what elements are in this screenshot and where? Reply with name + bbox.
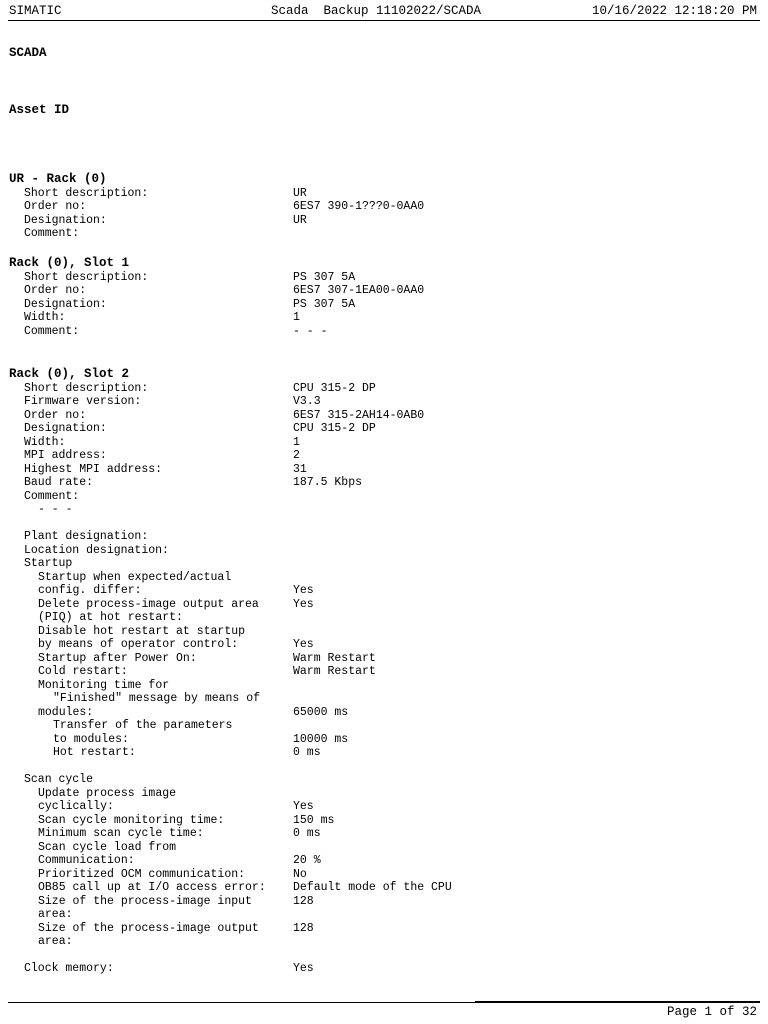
clock-memory-value: Yes: [293, 962, 314, 975]
scan-cycle-label: Update process image: [38, 786, 177, 800]
clock-memory-label: Clock memory:: [24, 962, 114, 975]
slot2-row-value: 1: [293, 435, 300, 449]
scan-cycle-label: area:: [38, 908, 73, 921]
rack-title: UR - Rack (0): [9, 172, 107, 186]
startup-value: 65000 ms: [293, 705, 349, 719]
startup-label: Monitoring time for: [38, 678, 170, 692]
scan-cycle-label: Minimum scan cycle time:: [38, 827, 204, 840]
slot2-row-value: 6ES7 315-2AH14-0AB0: [293, 408, 425, 422]
startup-heading: Startup: [24, 557, 73, 570]
startup-value: Warm Restart: [293, 651, 376, 665]
startup-label: Cold restart:: [38, 665, 128, 678]
rack-row-label: Short description:: [24, 186, 149, 200]
asset-id-label: Asset ID: [9, 103, 70, 117]
slot1-row: [9, 271, 761, 285]
slot2-row: [9, 490, 761, 504]
startup-label: Disable hot restart at startup: [38, 624, 246, 638]
scan-cycle-row: [9, 800, 761, 814]
scan-cycle-heading: Scan cycle: [24, 773, 94, 786]
header-divider: [8, 20, 760, 21]
scan-cycle-label: Communication:: [38, 854, 135, 867]
rack-row-value: UR: [293, 213, 307, 227]
startup-row: [9, 679, 761, 693]
slot2-row-value: 31: [293, 462, 307, 476]
slot2-row-label: Baud rate:: [24, 476, 94, 489]
slot1-row-value: - - -: [293, 324, 328, 338]
rack-section: [9, 173, 761, 241]
slot1-row-value: PS 307 5A: [293, 297, 356, 311]
scan-cycle-row: [9, 922, 761, 936]
rack-row: [9, 214, 761, 228]
slot1-row-value: PS 307 5A: [293, 270, 356, 284]
scan-cycle-row: [9, 787, 761, 801]
slot2-comment-row: [9, 503, 761, 517]
scan-cycle-row: [9, 854, 761, 868]
startup-row: [9, 706, 761, 720]
station-title: SCADA: [9, 46, 47, 60]
scan-cycle-row: [9, 827, 761, 841]
startup-row: [9, 598, 761, 612]
startup-label: (PIQ) at hot restart:: [38, 611, 183, 624]
rack-row-label: Order no:: [24, 200, 87, 213]
startup-row: [9, 733, 761, 747]
header-project-path: Scada Backup 11102022/SCADA: [271, 4, 482, 18]
startup-value: 10000 ms: [293, 732, 349, 746]
rack-row: [9, 187, 761, 201]
slot2-row-value: CPU 315-2 DP: [293, 381, 376, 395]
startup-value: Yes: [293, 584, 314, 597]
startup-value: Yes: [293, 638, 314, 651]
startup-row: [9, 611, 761, 625]
startup-label: "Finished" message by means of: [53, 692, 261, 705]
scan-cycle-row: [9, 908, 761, 922]
slot2-row-value: V3.3: [293, 395, 321, 408]
slot1-row-label: Order no:: [24, 284, 87, 297]
rack-row-value: UR: [293, 186, 307, 200]
rack-row: [9, 227, 761, 241]
slot1-section: [9, 257, 761, 338]
header-timestamp: 10/16/2022 12:18:20 PM: [591, 4, 757, 18]
slot2-row-label: Firmware version:: [24, 395, 142, 408]
startup-label: Startup after Power On:: [38, 651, 197, 665]
slot2-title: Rack (0), Slot 2: [9, 367, 130, 381]
scan-cycle-label: cyclically:: [38, 800, 114, 813]
scan-cycle-value: No: [293, 867, 307, 881]
slot1-row: [9, 311, 761, 325]
slot2-row-value: CPU 315-2 DP: [293, 422, 376, 435]
slot2-row: [9, 476, 761, 490]
slot2-row: [9, 382, 761, 396]
startup-label: by means of operator control:: [38, 638, 239, 651]
page-number: Page 1 of 32: [666, 1005, 757, 1019]
slot2-comment-value: - - -: [38, 503, 73, 516]
scan-cycle-row: [9, 935, 761, 949]
plant-designation-row: [9, 530, 761, 544]
scan-cycle-label: Prioritized OCM communication:: [38, 867, 246, 881]
startup-label: Hot restart:: [53, 746, 136, 759]
slot1-row: [9, 298, 761, 312]
slot1-row-label: Short description:: [24, 270, 149, 284]
rack-row-label: Designation:: [24, 213, 107, 227]
scan-cycle-row: [9, 881, 761, 895]
startup-row: [9, 584, 761, 598]
scan-cycle-heading-row: [9, 773, 761, 787]
slot2-row-value: 187.5 Kbps: [293, 476, 363, 489]
rack-row: [9, 200, 761, 214]
scan-cycle-row: [9, 868, 761, 882]
slot2-row-label: Order no:: [24, 408, 87, 422]
scan-cycle-value: 128: [293, 894, 314, 908]
slot2-row: [9, 409, 761, 423]
startup-label: Startup when expected/actual: [38, 570, 232, 584]
scan-cycle-value: 150 ms: [293, 813, 335, 827]
startup-label: config. differ:: [38, 584, 142, 597]
scan-cycle-label: Size of the process-image output: [38, 921, 259, 935]
startup-row: [9, 719, 761, 733]
startup-row: [9, 652, 761, 666]
scan-cycle-value: 0 ms: [293, 827, 321, 840]
clock-memory-row: [9, 962, 761, 976]
startup-heading-row: [9, 557, 761, 571]
location-designation-row: [9, 544, 761, 558]
scan-cycle-label: area:: [38, 935, 73, 948]
startup-row: [9, 638, 761, 652]
header-product: SIMATIC: [9, 4, 62, 18]
slot2-row: [9, 395, 761, 409]
scan-cycle-label: Scan cycle monitoring time:: [38, 813, 225, 827]
startup-row: [9, 571, 761, 585]
plant-designation-label: Plant designation:: [24, 530, 149, 543]
slot2-row-label: Highest MPI address:: [24, 462, 163, 476]
slot2-row: [9, 449, 761, 463]
startup-row: [9, 625, 761, 639]
startup-label: modules:: [38, 705, 94, 719]
scan-cycle-value: Default mode of the CPU: [293, 881, 452, 894]
slot2-row-label: Short description:: [24, 381, 149, 395]
rack-row-value: 6ES7 390-1???0-0AA0: [293, 200, 425, 213]
slot2-row-value: 2: [293, 449, 300, 462]
slot1-row-value: 1: [293, 311, 300, 324]
footer-divider-accent: [475, 1001, 760, 1003]
slot2-row-label: Designation:: [24, 422, 107, 435]
slot2-row: [9, 463, 761, 477]
startup-row: [9, 692, 761, 706]
startup-row: [9, 746, 761, 760]
slot2-row: [9, 422, 761, 436]
slot1-row-value: 6ES7 307-1EA00-0AA0: [293, 284, 425, 297]
slot1-row: [9, 284, 761, 298]
slot1-row-label: Width:: [24, 311, 66, 324]
slot2-section: [9, 368, 761, 976]
scan-cycle-row: [9, 895, 761, 909]
scan-cycle-row: [9, 841, 761, 855]
startup-label: Delete process-image output area: [38, 597, 259, 611]
slot1-title: Rack (0), Slot 1: [9, 256, 130, 270]
scan-cycle-label: OB85 call up at I/O access error:: [38, 881, 266, 894]
slot2-row-label: Comment:: [24, 489, 80, 503]
slot2-row-label: Width:: [24, 435, 66, 449]
scan-cycle-label: Scan cycle load from: [38, 840, 177, 854]
slot1-row: [9, 325, 761, 339]
location-designation-label: Location designation:: [24, 543, 169, 557]
rack-row-label: Comment:: [24, 227, 80, 240]
startup-value: Warm Restart: [293, 665, 376, 678]
scan-cycle-value: 20 %: [293, 854, 321, 867]
slot1-row-label: Designation:: [24, 297, 107, 311]
scan-cycle-row: [9, 814, 761, 828]
scan-cycle-value: 128: [293, 921, 314, 935]
scan-cycle-value: Yes: [293, 800, 314, 813]
startup-row: [9, 665, 761, 679]
startup-value: 0 ms: [293, 746, 321, 759]
startup-label: Transfer of the parameters: [53, 719, 233, 732]
slot2-row: [9, 436, 761, 450]
startup-value: Yes: [293, 597, 314, 611]
slot1-row-label: Comment:: [24, 324, 80, 338]
startup-label: to modules:: [53, 732, 129, 746]
scan-cycle-label: Size of the process-image input: [38, 894, 252, 908]
slot2-row-label: MPI address:: [24, 449, 107, 462]
